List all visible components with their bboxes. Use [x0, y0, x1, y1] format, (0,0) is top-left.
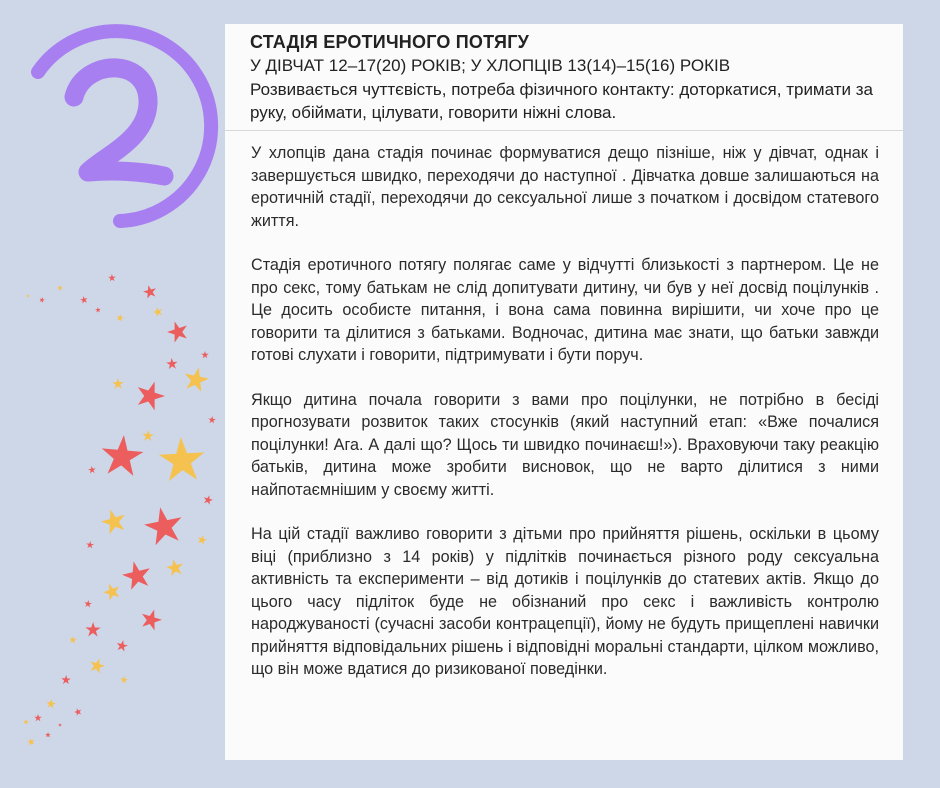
star-icon: [26, 737, 35, 746]
body-paragraph: Якщо дитина почала говорити з вами про поцілунки, не потрібно в бесіді прогнозувати розвиток таких стосунків (який наступний етап: «Вже почалися поцілунки! Ага. А далі що? Щось ти швидко починаєш!»). Враховуючи таку реакцію батьків, дитина може зробити висновок, що не варто ділитися з ними найпотаємнішим у своєму житті.: [251, 390, 879, 499]
star-icon: [115, 639, 128, 652]
star-icon: [61, 675, 71, 684]
star-icon: [58, 723, 63, 727]
star-icon: [88, 466, 96, 474]
body-paragraph: У хлопців дана стадія починає формуватися дещо пізніше, ніж у дівчат, однак і завершується швидко, переходячи до наступної . Дівчатка довше залишаються на еротичній стадії, переходячи до сексуальної лише з початком і досвідом статевого життя.: [251, 144, 879, 230]
star-icon: [166, 358, 178, 370]
number-two-glyph: [74, 68, 164, 176]
star-icon: [142, 504, 186, 547]
star-icon: [112, 378, 124, 389]
article-card: [225, 24, 903, 760]
star-trail: [23, 274, 216, 746]
star-icon: [79, 295, 88, 304]
star-icon: [34, 714, 42, 721]
star-icon: [201, 351, 209, 358]
star-icon: [45, 732, 51, 738]
star-icon: [84, 600, 93, 608]
star-icon: [39, 296, 46, 303]
star-icon: [120, 558, 154, 591]
star-icon: [23, 719, 29, 725]
star-icon: [95, 307, 101, 313]
age-range-subtitle: У ДІВЧАТ 12–17(20) РОКІВ; У ХЛОПЦІВ 13(14)–15(16) РОКІВ: [250, 56, 731, 75]
star-icon: [69, 635, 78, 644]
star-icon: [26, 294, 31, 299]
star-icon: [142, 284, 158, 300]
star-icon: [182, 365, 211, 393]
star-icon: [73, 707, 82, 716]
star-icon: [158, 436, 206, 482]
star-icon: [116, 313, 125, 322]
star-icon: [86, 541, 94, 549]
star-icon: [100, 433, 145, 476]
star-icon: [152, 306, 164, 318]
star-icon: [165, 318, 191, 343]
star-icon: [196, 534, 207, 545]
lead-summary: Розвивається чуттєвість, потреба фізичного контакту: доторкатися, тримати за руку, обіймати, цілувати, говорити ніжні слова.: [250, 80, 873, 122]
number-badge: [38, 31, 211, 221]
star-icon: [88, 656, 107, 674]
star-icon: [120, 676, 129, 684]
article-title: СТАДІЯ ЕРОТИЧНОГО ПОТЯГУ: [250, 32, 530, 52]
body-paragraph: На цій стадії важливо говорити з дітьми про прийняття рішень, оскільки в цьому віці (приблизно з 14 років) у підлітків починається різного роду сексуальна активність та експерименти – від дотиків і поцілунків до статевих актів. Якщо до цього часу підліток буде не обізнаний про секс і важливість контролю народжуваності (сучасні засоби контрацепції), йому не будуть прищеплені навички прийняття відповідальних рішень і відповідні моральні стандарти, цілком можливо, що він може вдатися до ризикованої поведінки.: [251, 525, 879, 678]
star-icon: [165, 558, 185, 577]
star-icon: [56, 284, 63, 291]
star-icon: [142, 430, 154, 442]
article-body: [225, 131, 903, 681]
star-icon: [202, 494, 214, 505]
article-header: [225, 24, 903, 124]
star-icon: [99, 506, 129, 535]
star-icon: [208, 416, 216, 424]
star-icon: [85, 622, 100, 637]
star-icon: [133, 377, 169, 412]
star-icon: [101, 581, 123, 602]
star-icon: [46, 698, 57, 708]
star-icon: [138, 606, 164, 631]
star-icon: [108, 274, 116, 281]
body-paragraph: Стадія еротичного потягу полягає саме у відчутті близькості з партнером. Це не про секс, тому батькам не слід допитувати дитину, чи був у неї досвід поцілунків . Це досить особисте питання, і вона сама повинна вирішити, чи хоче про це говорити та ділитися з батьками. Водночас, дитина має знати, що батьки завжди готові слухати і говорити, підтримувати і бути поруч.: [251, 256, 879, 364]
